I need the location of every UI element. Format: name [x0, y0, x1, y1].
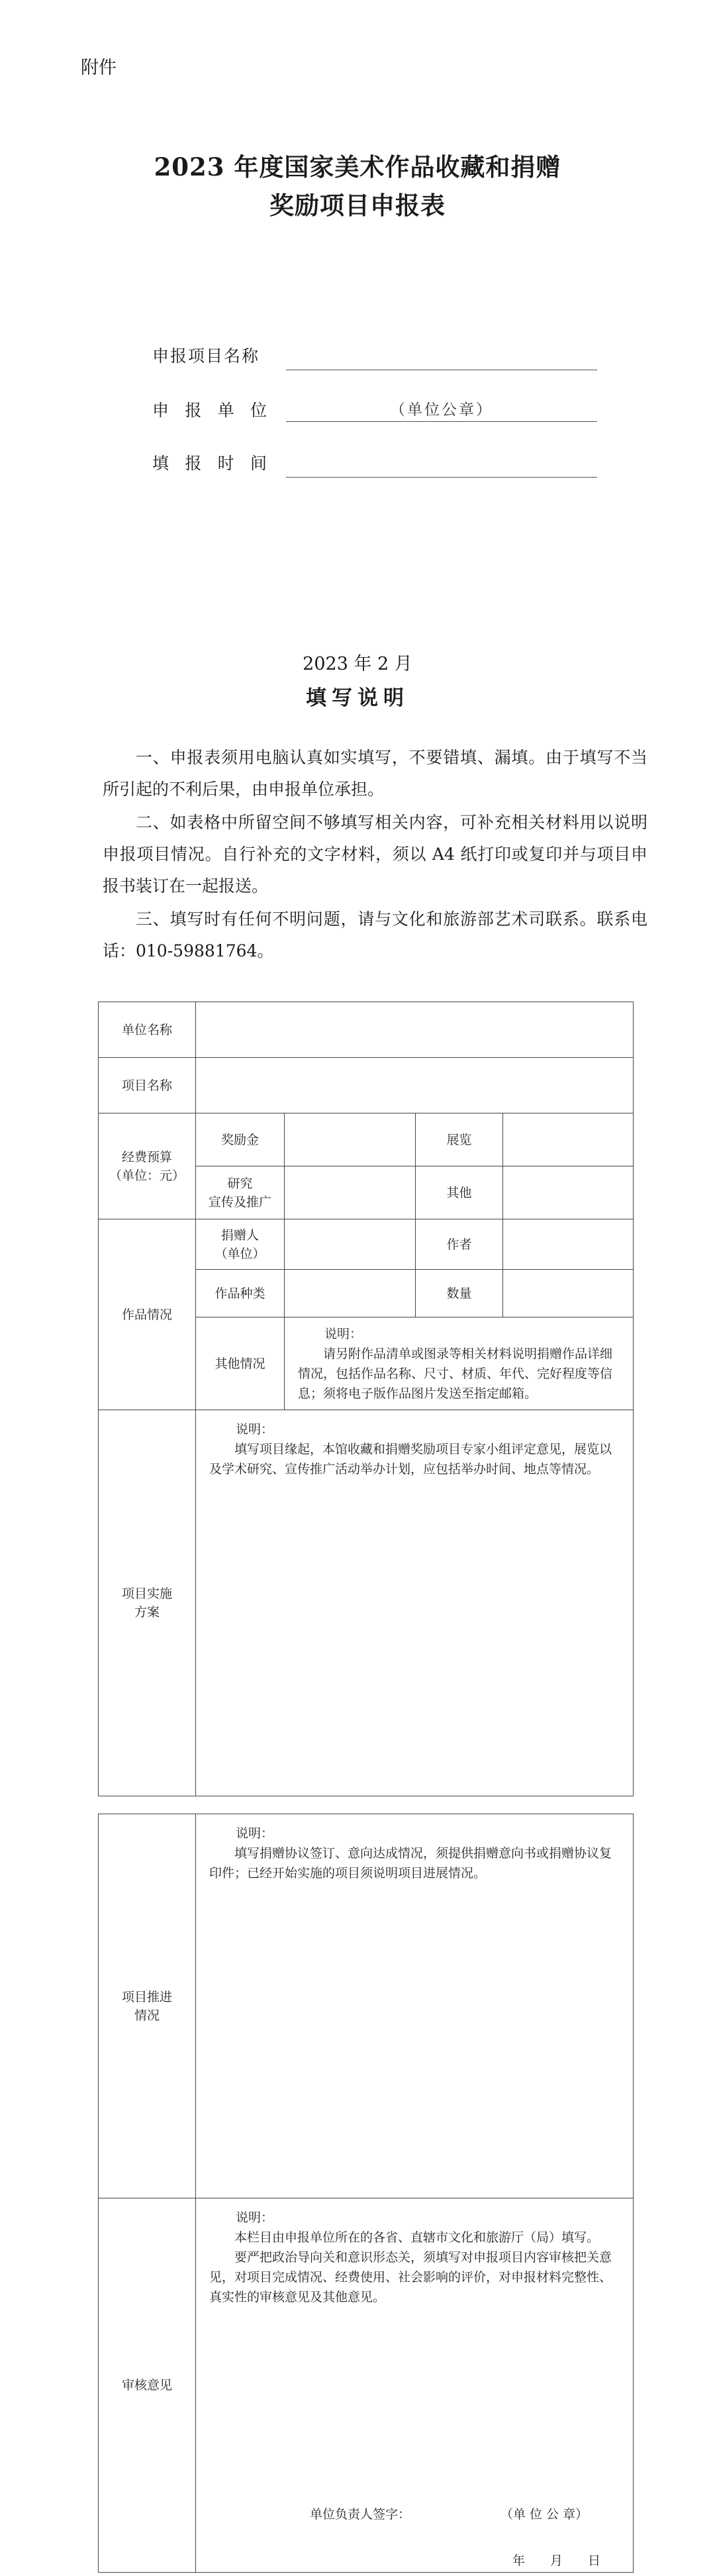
fill-date-field[interactable]: [286, 453, 597, 478]
attachment-label: 附件: [81, 58, 117, 78]
other-budget-cell[interactable]: [503, 1166, 634, 1219]
review-date-line: 年 月 日: [512, 2553, 601, 2568]
author-label: 作者: [416, 1219, 503, 1270]
progress-label: 项目推进 情况: [99, 1814, 196, 2198]
author-cell[interactable]: [503, 1219, 634, 1270]
progress-note: 填写捐赠协议签订、意向达成情况，须提供捐赠意向书或捐赠协议复印件；已经开始实施的项目须说明项目进展情况。: [209, 1846, 612, 1880]
budget-label: 经费预算 （单位：元）: [99, 1113, 196, 1219]
exhibition-cell[interactable]: [503, 1113, 634, 1166]
document-title-line-1: 2023 年度国家美术作品收藏和捐赠: [154, 152, 561, 181]
review-note-2: 要严把政治导向关和意识形态关，须填写对申报项目内容审核把关意见，对项目完成情况、经费使用、社会影响的评价，对申报材料完整性、真实性的审核意见及其他意见。: [209, 2250, 612, 2304]
implementation-plan-label: 项目实施 方案: [99, 1410, 196, 1796]
exhibition-label: 展览: [416, 1113, 503, 1166]
other-info-label: 其他情况: [196, 1317, 285, 1410]
instruction-item-1: 一、申报表须用电脑认真如实填写，不要错填、漏填。由于填写不当所引起的不利后果，由申报单位承担。: [103, 748, 647, 799]
other-info-note: 请另附作品清单或图录等相关材料说明捐赠作品详细情况，包括作品名称、尺寸、材质、年代、完好程度等信息；须将电子版作品图片发送至指定邮箱。: [298, 1347, 613, 1401]
unit-name-label: 单位名称: [99, 1002, 196, 1058]
quantity-cell[interactable]: [503, 1270, 634, 1317]
reward-cell[interactable]: [285, 1113, 416, 1166]
project-name-label: 申报项目名称: [152, 346, 260, 366]
progress-cell[interactable]: [196, 1814, 634, 2198]
application-table-1: [98, 1002, 634, 1796]
works-label: 作品情况: [99, 1219, 196, 1410]
reward-label: 奖励金: [196, 1113, 285, 1166]
applicant-seal-hint: （单位公章）: [390, 401, 493, 419]
review-label: 审核意见: [99, 2198, 196, 2573]
instruction-item-3: 三、填写时有任何不明问题，请与文化和旅游部艺术司联系。联系电话：010-59881764。: [103, 909, 647, 960]
donor-label: 捐赠人 （单位）: [196, 1219, 285, 1270]
review-cell[interactable]: [196, 2198, 634, 2573]
application-table-2: [98, 1814, 634, 2573]
unit-name-cell[interactable]: [196, 1002, 634, 1058]
plan-note-label: 说明：: [236, 1422, 274, 1437]
project-name-row-label: 项目名称: [99, 1058, 196, 1113]
research-promotion-cell[interactable]: [285, 1166, 416, 1219]
implementation-plan-cell[interactable]: [196, 1410, 634, 1796]
other-info-note-label: 说明：: [324, 1327, 363, 1341]
applicant-label: 申 报 单 位: [152, 401, 268, 420]
applicant-field[interactable]: [286, 397, 597, 422]
review-note-1: 本栏目由申报单位所在的各省、直辖市文化和旅游厅（局）填写。: [234, 2230, 600, 2245]
work-type-label: 作品种类: [196, 1270, 285, 1317]
work-type-cell[interactable]: [285, 1270, 416, 1317]
project-name-cell[interactable]: [196, 1058, 634, 1113]
responsible-signature-label: 单位负责人签字：: [310, 2507, 411, 2522]
project-name-field[interactable]: [286, 346, 597, 370]
progress-note-label: 说明：: [236, 1826, 274, 1841]
instructions-title: 填写说明: [306, 686, 409, 710]
document-title-line-2: 奖励项目申报表: [269, 191, 446, 220]
instruction-item-2: 二、如表格中所留空间不够填写相关内容，可补充相关材料用以说明申报项目情况。自行补充的文字材料，须以 A4 纸打印或复印并与项目申报书装订在一起报送。: [103, 813, 647, 896]
review-note-label: 说明：: [236, 2210, 274, 2225]
other-budget-label: 其他: [416, 1166, 503, 1219]
issue-date: 2023 年 2 月: [303, 654, 412, 674]
fill-date-label: 填 报 时 间: [152, 454, 268, 473]
plan-note: 填写项目缘起，本馆收藏和捐赠奖励项目专家小组评定意见，展览以及学术研究、宣传推广活动举办计划，应包括举办时间、地点等情况。: [209, 1442, 612, 1476]
quantity-label: 数量: [416, 1270, 503, 1317]
other-info-cell[interactable]: [285, 1317, 634, 1410]
review-seal-hint: （单 位 公 章）: [501, 2507, 589, 2522]
research-promotion-label: 研究 宣传及推广: [196, 1166, 285, 1219]
donor-cell[interactable]: [285, 1219, 416, 1270]
